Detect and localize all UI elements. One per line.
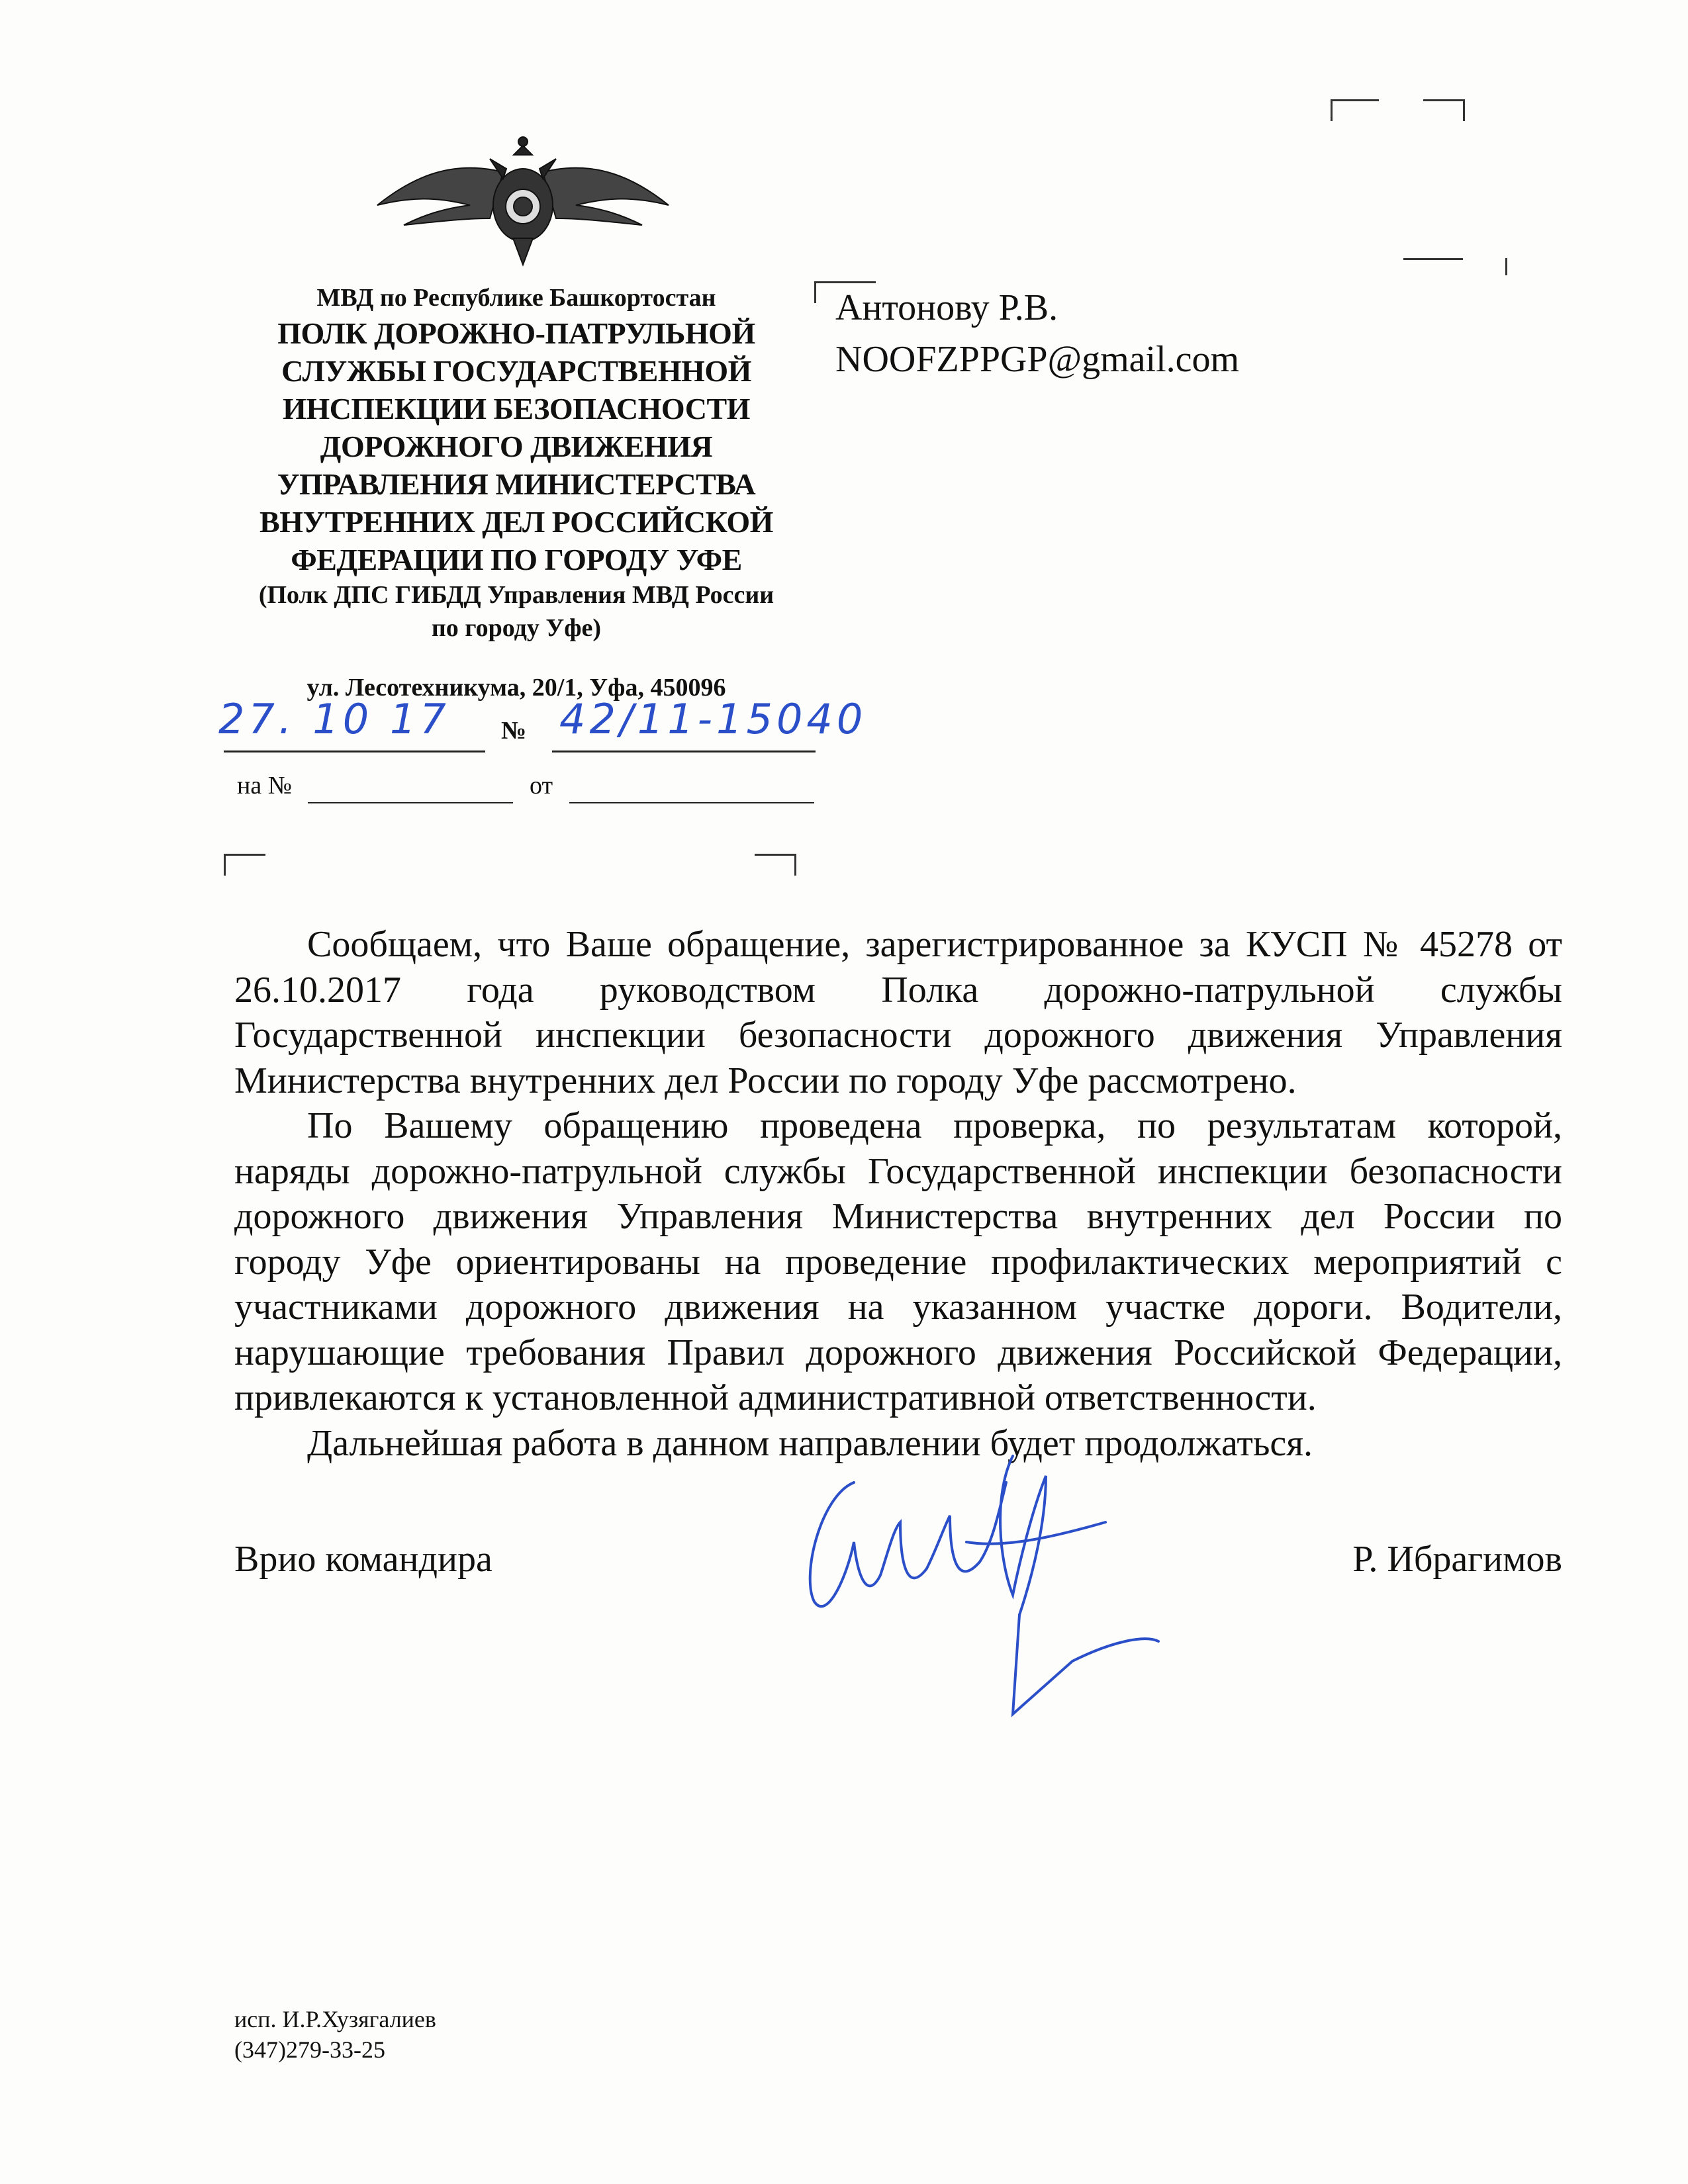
executor-name: исп. И.Р.Хузягалиев <box>234 2006 436 2032</box>
org-line: ИНСПЕКЦИИ БЕЗОПАСНОСТИ <box>283 392 750 426</box>
letterhead <box>218 281 814 704</box>
number-label: № <box>501 717 527 745</box>
org-line: СЛУЖБЫ ГОСУДАРСТВЕННОЙ <box>281 354 751 388</box>
reply-to-underline <box>308 802 513 803</box>
from-label: от <box>530 772 553 799</box>
reply-to-label: на № <box>237 772 292 799</box>
signatory-position: Врио командира <box>234 1539 492 1580</box>
handwritten-signature <box>794 1443 1165 1727</box>
letter-body <box>234 922 1562 1466</box>
body-line: наряды дорожно-патрульной службы Государственной инспекции безопасности <box>234 1150 1562 1192</box>
date-underline <box>224 751 485 752</box>
executor-phone: (347)279-33-25 <box>234 2036 385 2063</box>
body-line: городу Уфе ориентированы на проведение профилактических мероприятий с <box>234 1241 1562 1283</box>
corner-mark <box>1331 99 1379 121</box>
signatory-name: Р. Ибрагимов <box>1352 1539 1562 1580</box>
corner-mark <box>755 854 796 876</box>
recipient-name: Антонову Р.В. <box>835 287 1058 328</box>
body-line: дорожного движения Управления Министерства внутренних дел России по <box>234 1196 1562 1237</box>
org-line: УПРАВЛЕНИЯ МИНИСТЕРСТВА <box>277 467 756 501</box>
ministry-line: МВД по Республике Башкортостан <box>316 284 716 312</box>
executor-block <box>234 2004 436 2065</box>
org-line: ПОЛК ДОРОЖНО-ПАТРУЛЬНОЙ <box>277 316 755 350</box>
corner-mark <box>1505 258 1507 275</box>
address: ул. Лесотехникума, 20/1, Уфа, 450096 <box>306 674 726 702</box>
body-line: Государственной инспекции безопасности дорожного движения Управления <box>234 1015 1562 1056</box>
body-line: Министерства внутренних дел России по городу Уфе рассмотрено. <box>234 1060 1297 1101</box>
corner-mark <box>1423 99 1465 121</box>
mvd-emblem-icon <box>371 132 675 271</box>
org-line: ФЕДЕРАЦИИ ПО ГОРОДУ УФЕ <box>291 543 742 576</box>
org-line: ДОРОЖНОГО ДВИЖЕНИЯ <box>320 430 713 463</box>
body-line: привлекаются к установленной административной ответственности. <box>234 1377 1317 1418</box>
handwritten-number: 42/11-15040 <box>559 695 867 743</box>
body-line: участниками дорожного движения на указанном участке дороги. Водители, <box>234 1287 1562 1328</box>
short-name-line: (Полк ДПС ГИБДД Управления МВД России <box>258 581 774 609</box>
org-line: ВНУТРЕННИХ ДЕЛ РОССИЙСКОЙ <box>259 505 773 539</box>
recipient-email: NOOFZPPGP@gmail.com <box>835 339 1240 380</box>
body-line: Дальнейшая работа в данном направлении будет продолжаться. <box>307 1422 1313 1464</box>
corner-mark <box>1403 258 1463 260</box>
from-underline <box>569 802 814 803</box>
handwritten-date: 27. 10 17 <box>218 695 450 743</box>
corner-mark <box>224 854 265 876</box>
body-line: нарушающие требования Правил дорожного движения Российской Федерации, <box>234 1332 1562 1373</box>
number-underline <box>552 751 816 752</box>
body-line: Сообщаем, что Ваше обращение, зарегистрированное за КУСП № 45278 от <box>307 924 1562 965</box>
body-line: По Вашему обращению проведена проверка, по результатам которой, <box>307 1105 1562 1146</box>
recipient <box>835 282 1239 385</box>
body-line: 26.10.2017 года руководством Полка дорожно-патрульной службы <box>234 969 1562 1011</box>
short-name-line: по городу Уфе) <box>431 614 602 642</box>
